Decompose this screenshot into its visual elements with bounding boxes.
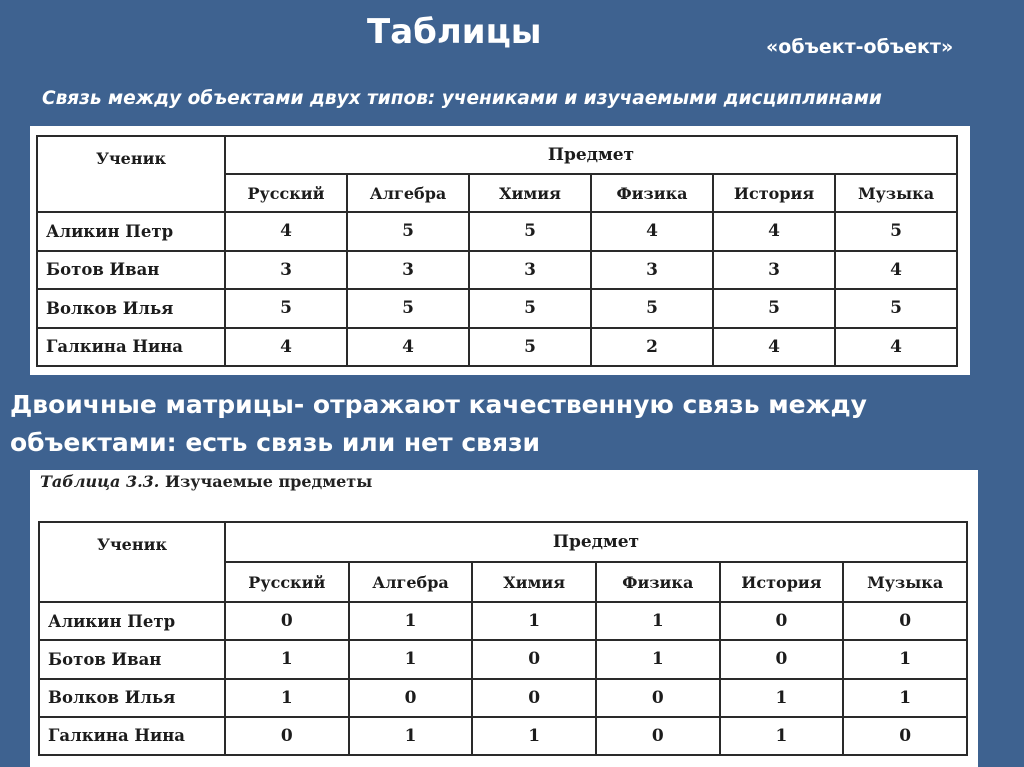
grades-table-image bbox=[30, 126, 970, 375]
binary-cell: 1 bbox=[349, 717, 473, 755]
binary-cell: 1 bbox=[720, 717, 844, 755]
subject-header: Физика bbox=[591, 174, 713, 212]
pupil-name: Аликин Петр bbox=[39, 602, 225, 640]
binary-cell: 0 bbox=[349, 679, 473, 717]
column-header-subject: Предмет bbox=[225, 136, 957, 174]
pupil-name: Ботов Иван bbox=[39, 640, 225, 678]
subject-header: Химия bbox=[469, 174, 591, 212]
column-header-pupil: Ученик bbox=[39, 522, 225, 602]
binary-cell: 0 bbox=[843, 602, 967, 640]
binary-cell: 1 bbox=[225, 679, 349, 717]
subject-header: История bbox=[713, 174, 835, 212]
pupil-name: Волков Илья bbox=[39, 679, 225, 717]
grade-cell: 5 bbox=[591, 289, 713, 328]
grade-cell: 3 bbox=[225, 251, 347, 290]
binary-cell: 0 bbox=[596, 717, 720, 755]
binary-cell: 1 bbox=[472, 717, 596, 755]
table-row bbox=[39, 679, 967, 717]
table-row bbox=[37, 289, 957, 328]
subject-header: Русский bbox=[225, 562, 349, 602]
binary-cell: 0 bbox=[596, 679, 720, 717]
subject-header: Физика bbox=[596, 562, 720, 602]
pupil-name: Галкина Нина bbox=[37, 328, 225, 367]
table-row bbox=[39, 640, 967, 678]
table-row bbox=[37, 251, 957, 290]
slide-subtitle: «объект-объект» bbox=[766, 36, 954, 58]
table-row bbox=[37, 328, 957, 367]
grade-cell: 5 bbox=[469, 212, 591, 251]
binary-cell: 1 bbox=[349, 640, 473, 678]
grade-cell: 4 bbox=[347, 328, 469, 367]
binary-cell: 0 bbox=[225, 602, 349, 640]
subject-header: Химия bbox=[472, 562, 596, 602]
table-row bbox=[37, 212, 957, 251]
grade-cell: 3 bbox=[591, 251, 713, 290]
grade-cell: 2 bbox=[591, 328, 713, 367]
slide-title: Таблицы bbox=[367, 12, 542, 52]
binary-matrix-heading-line: объектами: есть связь или нет связи bbox=[10, 428, 541, 457]
binary-cell: 0 bbox=[225, 717, 349, 755]
grade-cell: 5 bbox=[713, 289, 835, 328]
column-header-subject: Предмет bbox=[225, 522, 967, 562]
relation-description: Связь между объектами двух типов: учениками и изучаемыми дисциплинами bbox=[42, 88, 882, 109]
grade-cell: 5 bbox=[835, 212, 957, 251]
grade-cell: 5 bbox=[469, 328, 591, 367]
binary-cell: 0 bbox=[472, 679, 596, 717]
subject-header: Алгебра bbox=[349, 562, 473, 602]
binary-cell: 1 bbox=[349, 602, 473, 640]
grade-cell: 4 bbox=[225, 212, 347, 251]
grade-cell: 4 bbox=[713, 328, 835, 367]
binary-cell: 0 bbox=[720, 640, 844, 678]
table-caption-number: Таблица 3.3. bbox=[40, 472, 160, 491]
binary-cell: 1 bbox=[596, 602, 720, 640]
grade-cell: 3 bbox=[469, 251, 591, 290]
subject-header: Русский bbox=[225, 174, 347, 212]
binary-cell: 1 bbox=[596, 640, 720, 678]
grade-cell: 3 bbox=[713, 251, 835, 290]
binary-cell: 0 bbox=[843, 717, 967, 755]
table-row bbox=[39, 602, 967, 640]
binary-table-image bbox=[30, 470, 978, 767]
grades-table bbox=[36, 135, 958, 367]
pupil-name: Волков Илья bbox=[37, 289, 225, 328]
binary-cell: 1 bbox=[720, 679, 844, 717]
grade-cell: 5 bbox=[347, 212, 469, 251]
subject-header: История bbox=[720, 562, 844, 602]
pupil-name: Галкина Нина bbox=[39, 717, 225, 755]
table-caption bbox=[40, 472, 372, 491]
grade-cell: 5 bbox=[835, 289, 957, 328]
grade-cell: 5 bbox=[469, 289, 591, 328]
column-header-pupil: Ученик bbox=[37, 136, 225, 212]
grade-cell: 4 bbox=[835, 251, 957, 290]
subject-header: Музыка bbox=[843, 562, 967, 602]
grade-cell: 4 bbox=[713, 212, 835, 251]
subject-header: Алгебра bbox=[347, 174, 469, 212]
pupil-name: Ботов Иван bbox=[37, 251, 225, 290]
table-caption-text: Изучаемые предметы bbox=[164, 472, 373, 491]
binary-cell: 0 bbox=[472, 640, 596, 678]
binary-cell: 0 bbox=[720, 602, 844, 640]
grade-cell: 5 bbox=[347, 289, 469, 328]
table-row bbox=[39, 717, 967, 755]
binary-cell: 1 bbox=[225, 640, 349, 678]
binary-cell: 1 bbox=[843, 679, 967, 717]
binary-cell: 1 bbox=[472, 602, 596, 640]
binary-matrix-heading-line: Двоичные матрицы- отражают качественную связь между bbox=[10, 390, 867, 419]
subject-header: Музыка bbox=[835, 174, 957, 212]
grade-cell: 3 bbox=[347, 251, 469, 290]
grade-cell: 5 bbox=[225, 289, 347, 328]
pupil-name: Аликин Петр bbox=[37, 212, 225, 251]
binary-matrix-heading bbox=[10, 386, 1010, 462]
grade-cell: 4 bbox=[835, 328, 957, 367]
grade-cell: 4 bbox=[225, 328, 347, 367]
binary-matrix-table bbox=[38, 521, 968, 756]
grade-cell: 4 bbox=[591, 212, 713, 251]
binary-cell: 1 bbox=[843, 640, 967, 678]
